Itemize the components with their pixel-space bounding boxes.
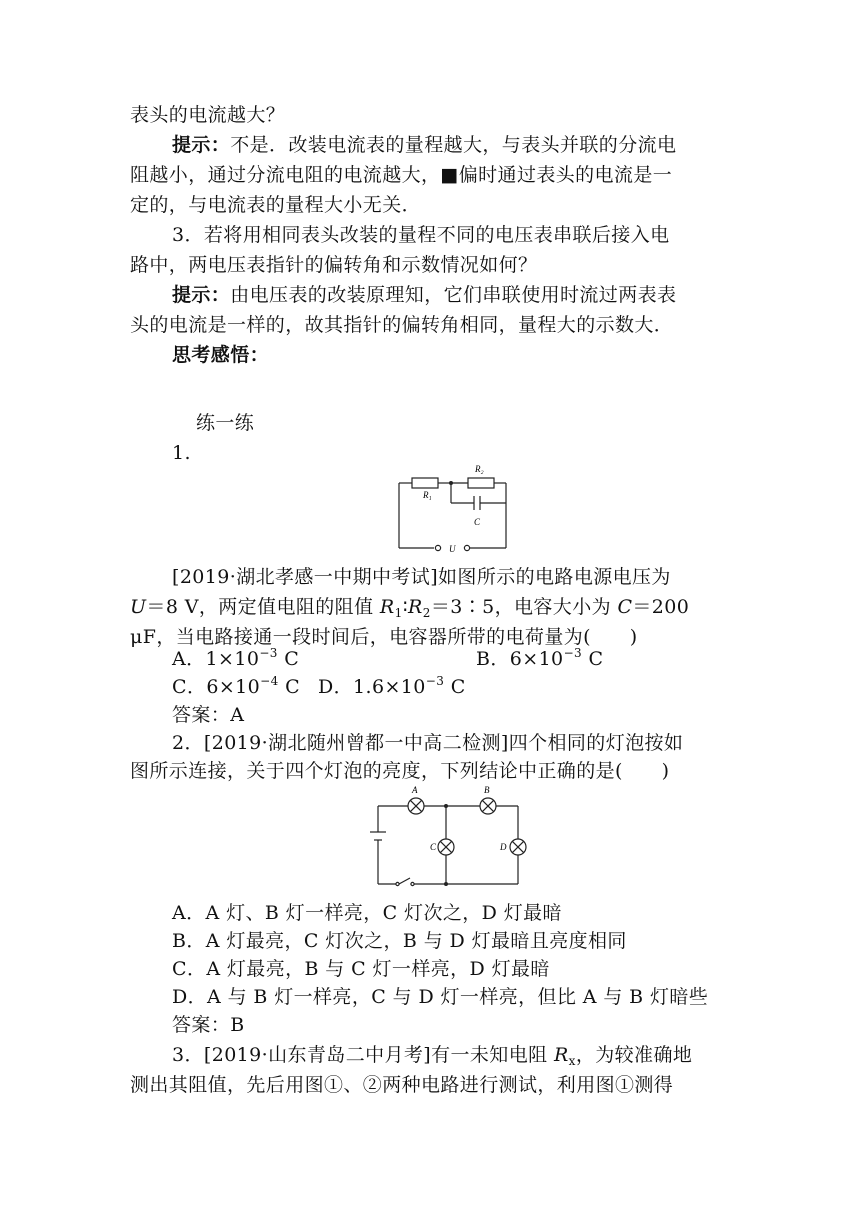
text: 3．[2019·山东青岛二中月考]有一未知电阻 xyxy=(172,1044,554,1066)
text: ＝3∶5，电容大小为 xyxy=(430,596,618,618)
question-text: 图所示连接，关于四个灯泡的亮度，下列结论中正确的是( ) xyxy=(130,760,670,782)
text-line: 阻越小，通过分流电阻的电流越大，■偏时通过表头的电流是一 xyxy=(130,164,673,186)
var: R xyxy=(379,596,395,618)
question-text xyxy=(172,1040,732,1070)
u-label: U xyxy=(449,544,456,554)
text: ＝8 V，两定值电阻的阻值 xyxy=(146,596,380,618)
text-line: 表头的电流越大？ xyxy=(130,104,286,126)
option-c xyxy=(172,672,312,702)
hint-line xyxy=(172,130,732,160)
bulb-c-label: C xyxy=(430,842,437,852)
text-line: 头的电流是一样的，故其指针的偏转角相同，量程大的示数大． xyxy=(130,314,674,336)
question-text: 2．[2019·湖北随州曾都一中高二检测]四个相同的灯泡按如 xyxy=(172,732,684,754)
text: C xyxy=(444,676,466,698)
r1-label: R₁ xyxy=(423,490,432,500)
var: U xyxy=(130,596,147,618)
text-line: 路中，两电压表指针的偏转角和示数情况如何？ xyxy=(130,254,538,276)
option-a: A．A 灯、B 灯一样亮，C 灯次之，D 灯最暗 xyxy=(172,902,562,924)
subscript: x xyxy=(568,1054,576,1068)
exponent: −4 xyxy=(260,674,279,688)
answer: 答案：B xyxy=(172,1014,245,1036)
practice-heading: 练一练 xyxy=(196,412,255,434)
exponent: −3 xyxy=(259,646,278,660)
reflection-heading: 思考感悟： xyxy=(172,344,270,366)
bulb-a-label: A xyxy=(412,785,418,795)
text-line: 定的，与电流表的量程大小无关． xyxy=(130,194,422,216)
exponent: −3 xyxy=(425,674,445,688)
rc-circuit-figure xyxy=(390,460,520,558)
text: D．1.6×10 xyxy=(318,676,426,698)
var: C xyxy=(617,596,633,618)
hint-label: 提示： xyxy=(172,284,231,306)
question-text: 测出其阻值，先后用图①、②两种电路进行测试，利用图①测得 xyxy=(130,1074,674,1096)
text: ＝200 xyxy=(632,596,690,618)
option-b: B．A 灯最亮，C 灯次之，B 与 D 灯最暗且亮度相同 xyxy=(172,930,627,952)
exponent: −3 xyxy=(563,646,583,660)
text: C．6×10 xyxy=(172,676,261,698)
bulb-d-label: D xyxy=(500,842,507,852)
text: C xyxy=(582,648,604,670)
hint-line xyxy=(172,280,732,310)
text: ∶ xyxy=(402,596,409,618)
var: R xyxy=(553,1044,569,1066)
question-line: 3．若将用相同表头改装的量程不同的电压表串联后接入电 xyxy=(172,224,670,246)
c-label: C xyxy=(474,517,481,527)
text: C xyxy=(278,676,301,698)
question-text: μF，当电路接通一段时间后，电容器所带的电荷量为( ) xyxy=(130,626,638,648)
question-number: 1. xyxy=(172,442,191,464)
text: A．1×10 xyxy=(172,648,260,670)
text: C xyxy=(277,648,300,670)
r2-label: R₂ xyxy=(475,464,484,474)
option-a xyxy=(172,644,472,674)
hint-text: 由电压表的改装原理知，它们串联使用时流过两表表 xyxy=(230,284,677,306)
bulb-circuit-figure xyxy=(368,784,536,890)
bulb-b-label: B xyxy=(484,785,490,795)
text: B．6×10 xyxy=(476,648,564,670)
hint-text: 不是．改装电流表的量程越大，与表头并联的分流电 xyxy=(230,134,677,156)
var: R xyxy=(408,596,423,618)
option-d xyxy=(318,672,618,702)
option-b xyxy=(476,644,726,674)
question-text: [2019·湖北孝感一中期中考试]如图所示的电路电源电压为 xyxy=(172,566,671,588)
option-d: D．A 与 B 灯一样亮，C 与 D 灯一样亮，但比 A 与 B 灯暗些 xyxy=(172,986,709,1008)
subscript: 2 xyxy=(422,606,431,620)
text: ，为较准确地 xyxy=(575,1044,693,1066)
hint-label: 提示： xyxy=(172,134,231,156)
subscript: 1 xyxy=(394,606,403,620)
answer: 答案：A xyxy=(172,704,245,726)
question-text xyxy=(130,592,730,622)
option-c: C．A 灯最亮，B 与 C 灯一样亮，D 灯最暗 xyxy=(172,958,550,980)
